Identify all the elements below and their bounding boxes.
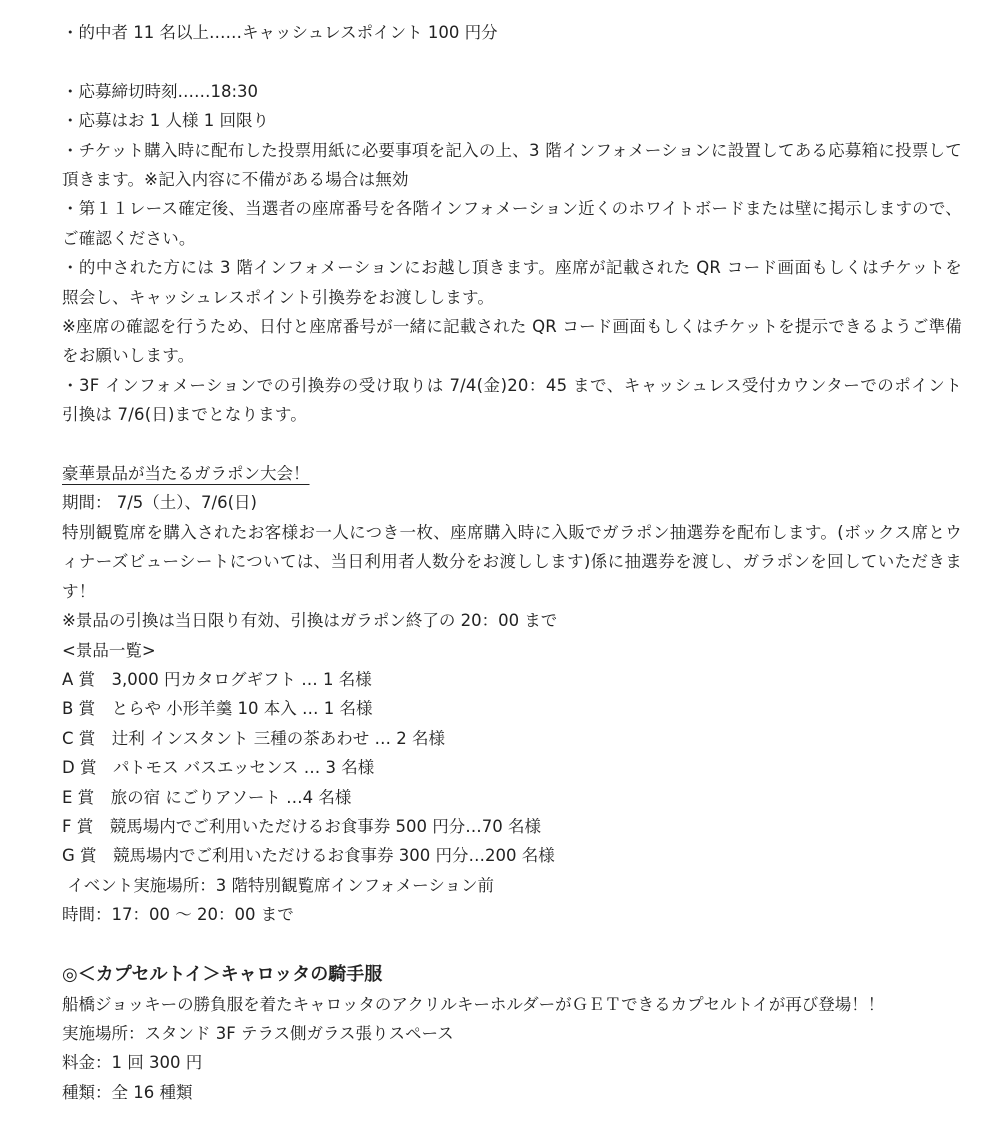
gachapon-note: ※景品の引換は当日限り有効、引換はガラポン終了の 20：00 まで <box>62 611 558 631</box>
capsule-description: 船橋ジョッキーの勝負服を着たキャロッタのアクリルキーホルダーがＧＥＴできるカプセルトイが再び登場！！ <box>62 994 885 1014</box>
prize-item: E 賞 旅の宿 にごりアソート …4 名様 <box>62 787 352 807</box>
winner-line: ・的中者 11 名以上……キャッシュレスポイント 100 円分 <box>62 23 498 42</box>
prize-list <box>62 665 962 871</box>
spacer <box>62 430 962 459</box>
gachapon-section-title <box>62 459 962 488</box>
winner-info-paragraph: ・的中された方には 3 階インフォメーションにお越し頂きます。座席が記載された QR コード画面もしくはチケットを照会し、キャッシュレスポイント引換券をお渡しします。 <box>62 258 962 307</box>
prize-list-header: <景品一覧> <box>62 640 156 660</box>
capsule-place: 実施場所：スタンド 3F テラス側ガラス張りスペース <box>62 1023 454 1043</box>
prize-item: D 賞 パトモス バスエッセンス … 3 名様 <box>62 758 375 778</box>
prize-item: A 賞 3,000 円カタログギフト … 1 名様 <box>62 669 372 689</box>
prize-item: B 賞 とらや 小形羊羹 10 本入 … 1 名様 <box>62 699 373 719</box>
document-body <box>62 18 962 1107</box>
gachapon-title: 豪華景品が当たるガラポン大会！ <box>62 464 310 484</box>
prize-item: F 賞 競馬場内でご利用いただけるお食事券 500 円分…70 名様 <box>62 816 541 836</box>
exchange-paragraph: ・3F インフォメーションでの引換券の受け取りは 7/4(金)20：45 まで、キャッシュレス受付カウンターでのポイント引換は 7/6(日)までとなります。 <box>62 375 962 425</box>
spacer <box>62 930 962 946</box>
capsule-section-title: ◎＜カプセルトイ＞キャロッタの騎手服 <box>62 963 383 985</box>
gachapon-period: 期間： 7/5（土）、7/6(日) <box>62 493 257 513</box>
gachapon-venue: イベント実施場所：3 階特別観覧席インフォメーション前 <box>62 875 495 895</box>
spacer <box>62 47 962 76</box>
deadline-line: ・応募締切時刻……18:30 <box>62 81 259 101</box>
gachapon-description: 特別観覧席を購入されたお客様お一人につき一枚、座席購入時に入販でガラポン抽選券を配布します。(ボックス席とウィナーズビューシートについては、当日利用者人数分をお渡しします)係に抽選券を渡し、ガラポンを回していただきます！ <box>62 522 962 601</box>
capsule-types: 種類：全 16 種類 <box>62 1082 193 1102</box>
gachapon-time: 時間：17：00 ～ 20：00 まで <box>62 905 294 925</box>
prize-item: G 賞 競馬場内でご利用いただけるお食事券 300 円分…200 名様 <box>62 846 555 866</box>
note-paragraph: ※座席の確認を行うため、日付と座席番号が一緒に記載された QR コード画面もしくはチケットを提示できるようご準備をお願いします。 <box>62 317 962 366</box>
announcement-paragraph: ・第１１レース確定後、当選者の座席番号を各階インフォメーション近くのホワイトボードまたは壁に掲示しますので、ご確認ください。 <box>62 199 962 248</box>
prize-item: C 賞 辻利 インスタント 三種の茶あわせ … 2 名様 <box>62 728 445 748</box>
limit-line: ・応募はお 1 人様 1 回限り <box>62 111 269 131</box>
capsule-price: 料金：1 回 300 円 <box>62 1053 203 1073</box>
entry-method-paragraph: ・チケット購入時に配布した投票用紙に必要事項を記入の上、3 階インフォメーションに設置してある応募箱に投票して頂きます。※記入内容に不備がある場合は無効 <box>62 140 962 190</box>
